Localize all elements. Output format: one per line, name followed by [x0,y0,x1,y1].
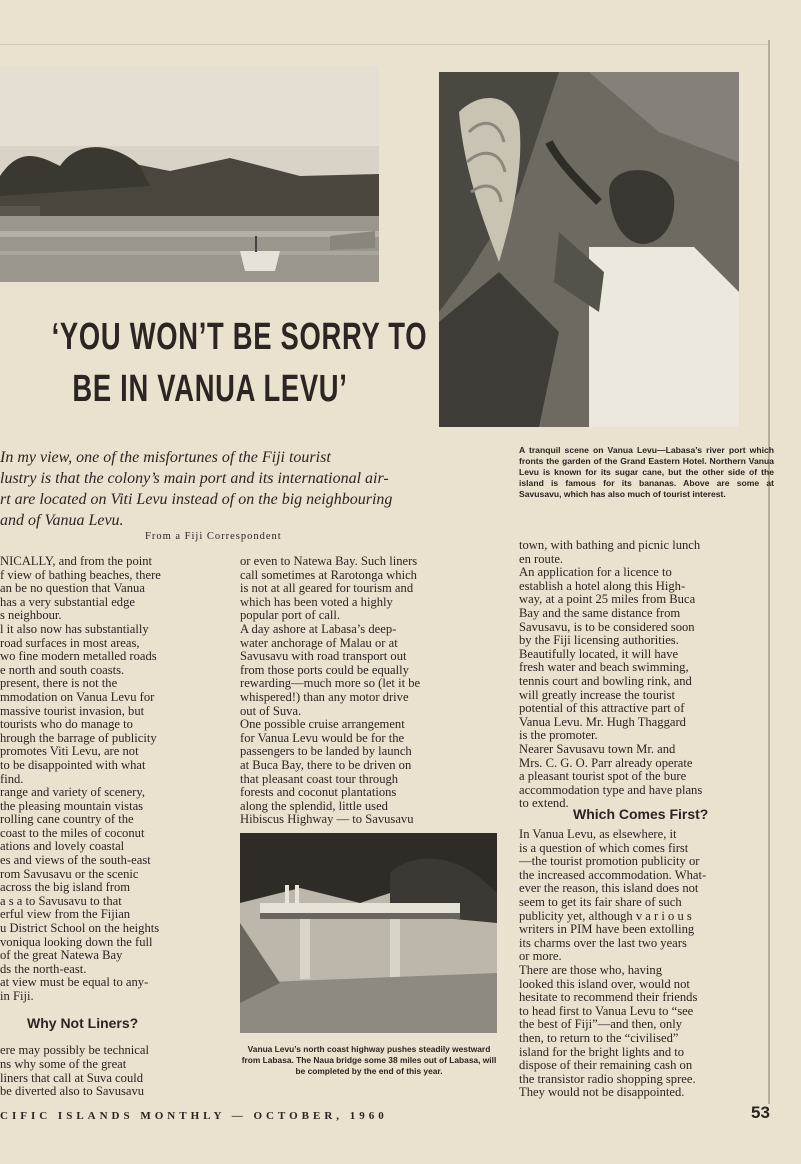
column-line: potential of this attractive part of [519,701,685,716]
column-line: Vanua Levu. Mr. Hugh Thaggard [519,714,686,729]
column-line: a pleasant tourist spot of the bure [519,769,687,784]
column-line: whispered!) than any motor drive [240,689,409,704]
column-line: voniqua looking down the full [0,934,153,949]
column-line: is not at all geared for tourism and [240,581,414,596]
column-line: One possible cruise arrangement [240,717,405,732]
column-line: island for the bright lights and to [519,1044,685,1059]
column-line: es and views of the south-east [0,853,151,868]
column-line: a s a to Savusavu to that [0,893,122,908]
column-line: erful view from the Fijian [0,907,131,922]
column-line: Mrs. C. G. O. Parr already operate [519,755,693,770]
column-line: rewarding—much more so (let it be [240,676,421,691]
article-column-2 [240,555,498,827]
column-line: present, there is not the [0,676,118,691]
column-line: l it also now has substantially [0,621,149,636]
byline: From a Fiji Correspondent [145,531,282,542]
column-line: range and variety of scenery, [0,785,145,800]
column-line: call sometimes at Rarotonga which [240,567,417,582]
column-line: Savusavu with road transport out [240,649,407,664]
column-line: to extend. [519,796,569,811]
column-line: popular port of call. [240,608,341,623]
column-line: rolling cane country of the [0,812,134,827]
column-line: forests and coconut plantations [240,785,397,800]
column-line: the pleasing mountain vistas [0,798,144,813]
column-line: Savusavu, is to be considered soon [519,619,695,634]
column-line: will greatly increase the tourist [519,687,675,702]
column-line: at view must be equal to any- [0,975,149,990]
column-line: find. [0,771,24,786]
column-line: Beautifully located, it will have [519,646,679,661]
column-line: —the tourist promotion publicity or [519,854,700,869]
column-line: looked this island over, would not [519,976,690,991]
intro-line: In my view, one of the misfortunes of the Fiji tourist [0,449,331,466]
column-line: u District School on the heights [0,921,160,936]
column-line: accommodation type and have plans [519,782,703,797]
column-line: the increased accommodation. What- [519,867,707,882]
column-line: is the promoter. [519,728,598,743]
column-line: ever the reason, this island does not [519,881,699,896]
column-line: mmodation on Vanua Levu for [0,689,155,704]
column-line: is a question of which comes first [519,840,689,855]
column-line: out of Suva. [240,703,302,718]
article-column-3-bottom [519,828,774,1100]
column-line: coast to the miles of coconut [0,825,145,840]
bananas-photo [439,72,739,427]
intro-line: lustry is that the colony’s main port and its international air- [0,470,389,487]
column-line: an be no question that Vanua [0,581,145,596]
column-line: en route. [519,551,564,566]
column-line: from those ports could be equally [240,662,409,677]
page-footer-masthead: CIFIC ISLANDS MONTHLY — OCTOBER, 1960 [0,1110,388,1122]
column-line: publicity yet, although v a r i o u s [519,908,692,923]
photo-caption-bridge: Vanua Levu’s north coast highway pushes steadily westward from Labasa. The Naua bridge some 38 miles out of Labasa, will be completed by the end of this year. [241,1044,497,1076]
column-line: A day ashore at Labasa’s deep- [240,621,397,636]
column-line: hesitate to recommend their friends [519,990,698,1005]
column-line: tennis court and bowling rink, and [519,673,692,688]
photo-caption-top: A tranquil scene on Vanua Levu—Labasa’s river port which fronts the garden of the Grand Eastern Hotel. Northern Vanua Levu is known for its sugar cane, but the other side of the island is famous for its bananas. Above are some at Savusavu, which has also much of tourist interest. [519,445,774,499]
column-line: seem to get its fair share of such [519,894,682,909]
column-line: ns why some of the great [0,1056,127,1071]
column-line: by the Fiji licensing authorities. [519,633,679,648]
column-line: Nearer Savusavu town Mr. and [519,741,676,756]
column-line: liners that call at Suva could [0,1070,144,1085]
column-line: wo fine modern metalled roads [0,649,157,664]
bridge-photo [240,833,497,1033]
column-line: In Vanua Levu, as elsewhere, it [519,827,677,841]
column-line: hrough the barrage of publicity [0,730,157,745]
column-line: along the splendid, little used [240,798,388,813]
column-line: promotes Viti Levu, are not [0,744,139,759]
column-line: writers in PIM have been extolling [519,922,695,937]
column-line: to head first to Vanua Levu to “see [519,1003,694,1018]
column-line: be diverted also to Savusavu [0,1084,145,1099]
column-line: the best of Fiji”—and then, only [519,1017,682,1032]
column-line: or more. [519,949,562,964]
column-line: at Buca Bay, there to be driven on [240,757,412,772]
column-line: establish a hotel along this High- [519,578,686,593]
column-line: s neighbour. [0,608,62,623]
column-line: rom Savusavu or the scenic [0,866,139,881]
column-line: its charms over the last two years [519,935,687,950]
column-line: Hibiscus Highway — to Savusavu [240,812,414,827]
column-line: of the great Natewa Bay [0,948,123,963]
column-line: dispose of their remaining cash on [519,1058,693,1073]
column-line: f view of bathing beaches, there [0,567,161,582]
column-line: across the big island from [0,880,131,895]
column-line: massive tourist invasion, but [0,703,145,718]
column-line: water anchorage of Malau or at [240,635,398,650]
column-line: ds the north-east. [0,961,87,976]
column-line: town, with bathing and picnic lunch [519,538,701,552]
column-line: to be disappointed with what [0,757,146,772]
column-line: NICALLY, and from the point [0,554,153,568]
column-line: ere may possibly be technical [0,1043,149,1058]
harbour-photo [0,66,379,282]
column-line: way, at a point 25 miles from Buca [519,592,696,607]
intro-paragraph [0,447,482,531]
column-line: e north and south coasts. [0,662,125,677]
column-line: passengers to be landed by launch [240,744,412,759]
column-line: then, to return to the “civilised” [519,1030,679,1045]
subhead-which-comes-first: Which Comes First? [573,806,709,822]
column-line: They would not be disappointed. [519,1085,685,1100]
column-line: or even to Natewa Bay. Such liners [240,554,418,568]
column-line [0,1031,218,1045]
column-line: road surfaces in most areas, [0,635,140,650]
subhead-why-not-liners: Why Not Liners? [27,1015,139,1031]
column-line: in Fiji. [0,989,34,1003]
headline-line-1: ‘YOU WON’T BE SORRY TO [51,316,428,358]
column-line: for Vanua Levu would be for the [240,730,405,745]
intro-line: rt are located on Viti Levu instead of on the big neighbouring [0,491,393,508]
column-line: that pleasant coast tour through [240,771,399,786]
column-line: fresh water and beach swimming, [519,660,689,675]
column-line: An application for a licence to [519,565,672,580]
column-line: which has been voted a highly [240,594,393,609]
column-line: tourists who do manage to [0,717,133,732]
column-line: has a very substantial edge [0,594,135,609]
headline-line-2: BE IN VANUA LEVU’ [72,368,348,410]
column-line: ations and lovely coastal [0,839,125,854]
page-number: 53 [751,1103,770,1122]
column-line: Bay and the same distance from [519,605,681,620]
article-column-3-top [519,539,774,811]
column-line: There are those who, having [519,962,663,977]
intro-line: and of Vanua Levu. [0,512,124,529]
column-line: the transistor radio shopping spree. [519,1071,696,1086]
top-rule [0,44,770,45]
